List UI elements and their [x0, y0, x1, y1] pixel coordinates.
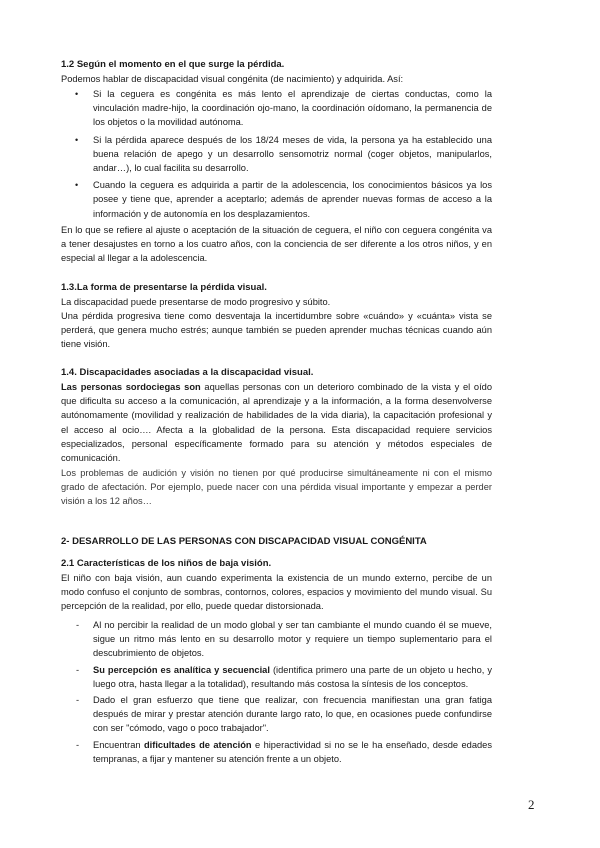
- list-item: • Si la ceguera es congénita es más lento el aprendizaje de ciertas conductas, como la vinculación madre-hijo, la coordinación ojo-mano, la coordinación oídomano, la permanencia de los objetos o la movilidad autónoma.: [75, 89, 492, 128]
- section-2-1-heading: 2.1 Características de los niños de baja visión.: [61, 558, 272, 569]
- bullet-marker: •: [75, 134, 79, 145]
- list-item: • Si la pérdida aparece después de los 18/24 meses de vida, la persona ya ha establecido una buena relación de apego y un desarrollo sensomotriz normal (coger objetos, manipularlos, andar…), lo cual facilita su desarrollo.: [75, 134, 492, 174]
- list-item: - Encuentran dificultades de atención e hiperactividad si no se le ha enseñado, desde edades tempranas, a fijar y mantener su atención frente a un objeto.: [76, 739, 493, 764]
- section-1-4-paragraph-1: Las personas sordociegas son aquellas personas con un deterioro combinado de la vista y el oído que dificulta su acceso a la comunicación, al aprendizaje y a la información, a la forma desenvolverse autónomamente (movilidad y realización de habilidades de la vida diaria), la capacitación profesional y el acceso al ocio…. Afecta a la globalidad de la persona. Esta discapacidad requiere servicios especializados, personal específicamente formado para su atención y métodos especiales de comunicación.: [61, 382, 492, 464]
- list-item: • Cuando la ceguera es adquirida a partir de la adolescencia, los conocimientos básicos ya los posee y tiene que, aprender a aceptarlo; además de aprender nuevas formas de acceso a la información y de autonomía en los desplazamientos.: [75, 180, 492, 219]
- section-1-2-heading: 1.2 Según el momento en el que surge la pérdida.: [61, 59, 285, 70]
- section-2-1-intro: El niño con baja visión, aun cuando experimenta la existencia de un mundo externo, percibe de un modo confuso el conjunto de sombras, contornos, colores, espacios y movimiento del mundo visual. Su percepción de la realidad, por ello, puede quedar distorsionada.: [61, 573, 492, 612]
- dash-marker: -: [76, 739, 80, 750]
- section-1-3-line-1: La discapacidad puede presentarse de modo progresivo y súbito.: [61, 297, 331, 307]
- section-1-2-bullet-list: [72, 87, 492, 224]
- dash-marker: -: [76, 664, 80, 675]
- bullet-marker: •: [75, 180, 79, 191]
- section-1-3-heading: 1.3.La forma de presentarse la pérdida visual.: [61, 282, 267, 293]
- section-1-2-intro: Podemos hablar de discapacidad visual congénita (de nacimiento) y adquirida. Así:: [61, 74, 404, 84]
- list-item: - Su percepción es analítica y secuencial (identifica primero una parte de un objeto u hecho, y luego otra, hasta llegar a la totalidad), resultando más costosa la síntesis de los conceptos.: [76, 664, 492, 689]
- section-2-1-dash-list: [72, 618, 492, 768]
- list-item: - Al no percibir la realidad de un modo global y ser tan cambiante el mundo cuando él se mueve, sigue un ritmo más lento en su desarrollo motor y requiere un tiempo suplementario para el descubrimiento de objetos.: [76, 620, 492, 659]
- dash-marker: -: [76, 620, 80, 630]
- section-1-4-heading: 1.4. Discapacidades asociadas a la discapacidad visual.: [61, 367, 314, 378]
- section-2-heading: 2- DESARROLLO DE LAS PERSONAS CON DISCAPACIDAD VISUAL CONGÉNITA: [61, 536, 427, 547]
- bullet-marker: •: [75, 89, 79, 99]
- dash-marker: -: [76, 695, 80, 706]
- list-item: - Dado el gran esfuerzo que tiene que realizar, con frecuencia manifiestan una gran fatiga después de mirar y prestar atención durante largo rato, lo que, en ocasiones puede confundirse con ser "cómodo, vago o poco trabajador".: [76, 695, 492, 734]
- page-number: 2: [528, 797, 535, 812]
- section-1-2-closing: En lo que se refiere al ajuste o aceptación de la situación de ceguera, el niño con ceguera congénita va a tener desajustes en torno a los cuatro años, con la conciencia de ser diferente a los otros niños, y en especial al llegar a la adolescencia.: [61, 225, 492, 264]
- section-1-3-line-2: Una pérdida progresiva tiene como desventaja la incertidumbre sobre «cuándo» y «cuánta» vista se perderá, que genera mucho estrés; aunque también se pueden aprender muchas técnicas cuando aún tiene visión.: [61, 311, 492, 350]
- section-1-4-paragraph-2: Los problemas de audición y visión no tienen por qué producirse simultáneamente ni con el mismo grado de afectación. Por ejemplo, puede nacer con una pérdida visual importante y empezar a perder visión a los 12 años…: [61, 468, 492, 507]
